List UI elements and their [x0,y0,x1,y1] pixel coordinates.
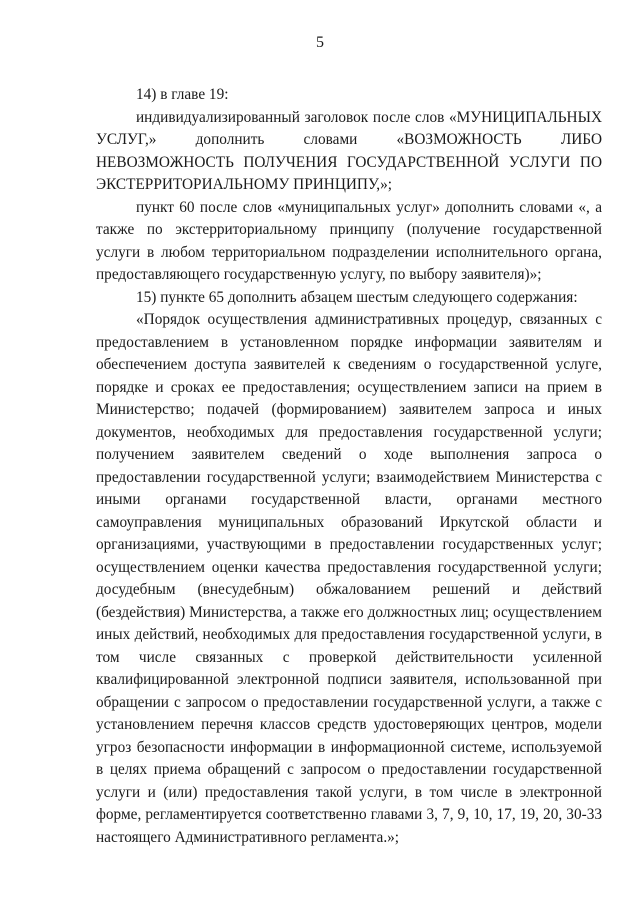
paragraph-procedure-text: «Порядок осуществления административных процедур, связанных с предоставлением в установленном порядке информации заявителям и обеспечением доступа заявителей к сведениям о государственной услуге, порядке и сроках ее предоставления; осуществлением записи на прием в Министерство; подачей (формированием) заявителем запроса и иных документов, необходимых для предоставления государственной услуги; получением заявителем сведений о ходе выполнения запроса о предоставлении государственной услуги; взаимодействием Министерства с иными органами государственной власти, органами местного самоуправления муниципальных образований Иркутской области и организациями, участвующими в предоставлении государственных услуг; осуществлением оценки качества предоставления государственной услуги; досудебным (внесудебным) обжалованием решений и действий (бездействия) Министерства, а также его должностных лиц; осуществлением иных действий, необходимых для предоставления государственной услуги, в том числе связанных с проверкой действительности усиленной квалифицированной электронной подписи заявителя, использованной при обращении с запросом о предоставлении государственной услуги, а также с установлением перечня классов средств удостоверяющих центров, модели угроз безопасности информации в информационной системе, используемой в целях приема обращений с запросом о предоставлении государственной услуги и (или) предоставления такой услуги, в том числе в электронной форме, регламентируется соответственно главами 3, 7, 9, 10, 17, 19, 20, 30-33 настоящего Административного регламента.»; [96,311,602,846]
paragraph-point-60-amendment: пункт 60 после слов «муниципальных услуг» дополнить словами «, а также по экстерриториальному принципу (получение государственной услуги в любом территориальном подразделении исполнительного органа, предоставляющего государственную услугу, по выбору заявителя)»; [96,198,602,283]
document-body [96,84,602,849]
paragraph-item-14: 14) в главе 19: [136,86,229,103]
paragraph-heading-amendment: индивидуализированный заголовок после слов «МУНИЦИПАЛЬНЫХ УСЛУГ,» дополнить словами «ВОЗМОЖНОСТЬ ЛИБО НЕВОЗМОЖНОСТЬ ПОЛУЧЕНИЯ ГОСУДАРСТВЕННОЙ УСЛУГИ ПО ЭКСТЕРРИТОРИАЛЬНОМУ ПРИНЦИПУ,»; [96,108,602,193]
paragraph-item-15: 15) пункте 65 дополнить абзацем шестым следующего содержания: [136,288,578,306]
page-number: 5 [316,34,324,51]
